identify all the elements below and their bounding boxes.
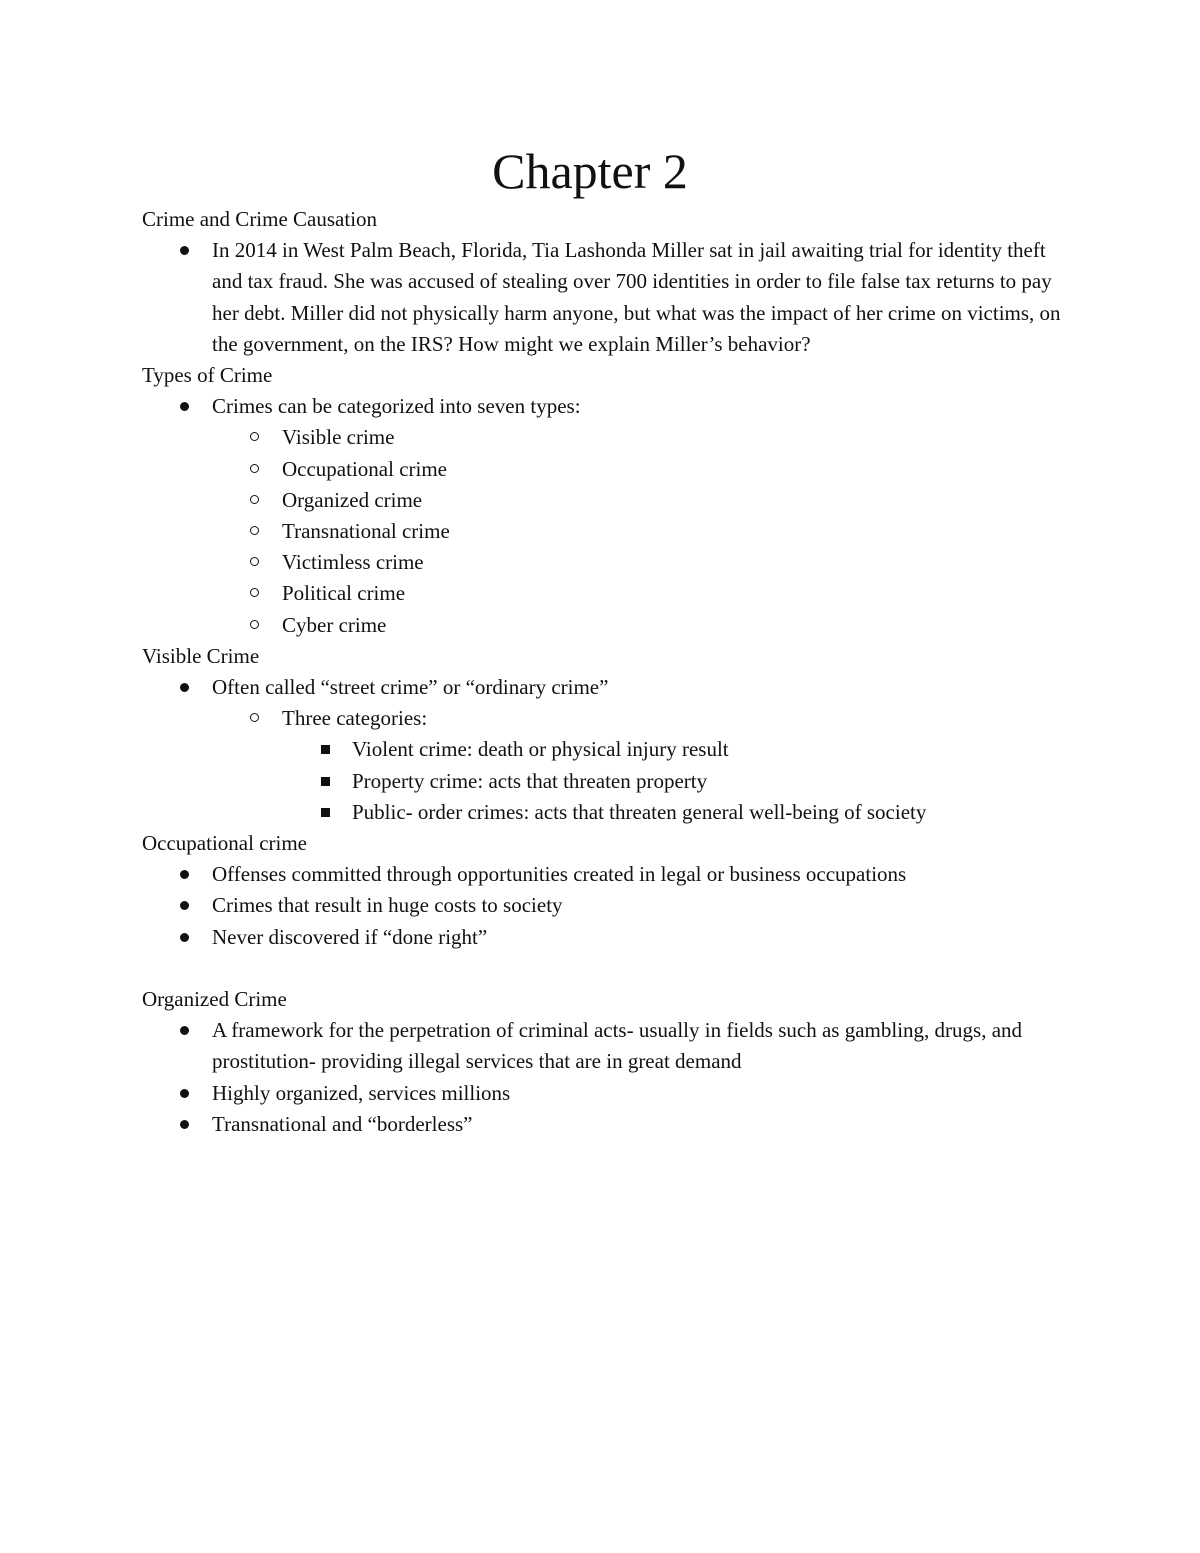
list-item <box>282 766 1072 797</box>
list-item <box>142 859 1072 890</box>
list-item-text: In 2014 in West Palm Beach, Florida, Tia Lashonda Miller sat in jail awaiting trial for identity theft and tax fraud. She was accused of stealing over 700 identities in order to file false tax returns to pay her debt. Miller did not physically harm anyone, but what was the impact of her crime on victims, on the government, on the IRS? How might we explain Miller’s behavior? <box>212 238 1061 356</box>
list-item-text: Often called “street crime” or “ordinary crime” <box>212 675 609 700</box>
sub-bullet-list <box>142 703 1072 828</box>
list-item-text: Crimes that result in huge costs to society <box>212 893 563 918</box>
list-item <box>212 485 1072 516</box>
list-item <box>142 890 1072 921</box>
list-item-text: Crimes can be categorized into seven types: <box>212 394 581 419</box>
list-item <box>142 235 1072 360</box>
list-item <box>142 922 1072 953</box>
section-heading-occupational-crime: Occupational crime <box>142 831 308 856</box>
blank-line <box>142 953 1072 984</box>
list-item-text: Offenses committed through opportunities created in legal or business occupations <box>212 862 907 887</box>
list-item <box>212 703 1072 828</box>
list-item <box>212 610 1072 641</box>
list-item <box>142 1078 1072 1109</box>
sub-sub-bullet-list <box>212 734 1072 828</box>
list-item <box>212 578 1072 609</box>
list-item-text: Violent crime: death or physical injury result <box>352 737 729 762</box>
list-item-text: Organized crime <box>282 487 423 512</box>
document-body <box>142 204 1072 1140</box>
list-item <box>212 516 1072 547</box>
list-item-text: Political crime <box>282 581 406 606</box>
bullet-list <box>142 672 1072 828</box>
list-item <box>282 734 1072 765</box>
section-heading-visible-crime: Visible Crime <box>142 643 260 668</box>
list-item <box>142 1015 1072 1077</box>
list-item-text: Highly organized, services millions <box>212 1080 511 1105</box>
list-item <box>212 422 1072 453</box>
list-item-text: Victimless crime <box>282 550 424 575</box>
list-item-text: Cyber crime <box>282 612 387 637</box>
list-item <box>212 547 1072 578</box>
list-item-text: Never discovered if “done right” <box>212 924 488 949</box>
list-item-text: Three categories: <box>282 706 428 731</box>
list-item-text: Public- order crimes: acts that threaten general well-being of society <box>352 799 927 824</box>
bullet-list <box>142 235 1072 360</box>
chapter-title: Chapter 2 <box>492 143 688 199</box>
list-item <box>212 454 1072 485</box>
section-heading-crime-causation: Crime and Crime Causation <box>142 207 378 231</box>
list-item-text: Transnational crime <box>282 519 450 544</box>
section-heading-types-of-crime: Types of Crime <box>142 363 273 388</box>
sub-bullet-list <box>142 422 1072 640</box>
list-item-text: A framework for the perpetration of criminal acts- usually in fields such as gambling, drugs, and prostitution- providing illegal services that are in great demand <box>212 1018 1023 1074</box>
section-heading-organized-crime: Organized Crime <box>142 987 287 1012</box>
list-item <box>142 1109 1072 1140</box>
list-item-text: Property crime: acts that threaten property <box>352 768 708 793</box>
list-item-text: Occupational crime <box>282 456 448 481</box>
bullet-list <box>142 391 1072 641</box>
bullet-list <box>142 1015 1072 1140</box>
list-item <box>142 391 1072 641</box>
list-item-text: Transnational and “borderless” <box>212 1111 473 1136</box>
bullet-list <box>142 859 1072 953</box>
list-item <box>142 672 1072 828</box>
list-item-text: Visible crime <box>282 425 395 450</box>
list-item <box>282 797 1072 828</box>
